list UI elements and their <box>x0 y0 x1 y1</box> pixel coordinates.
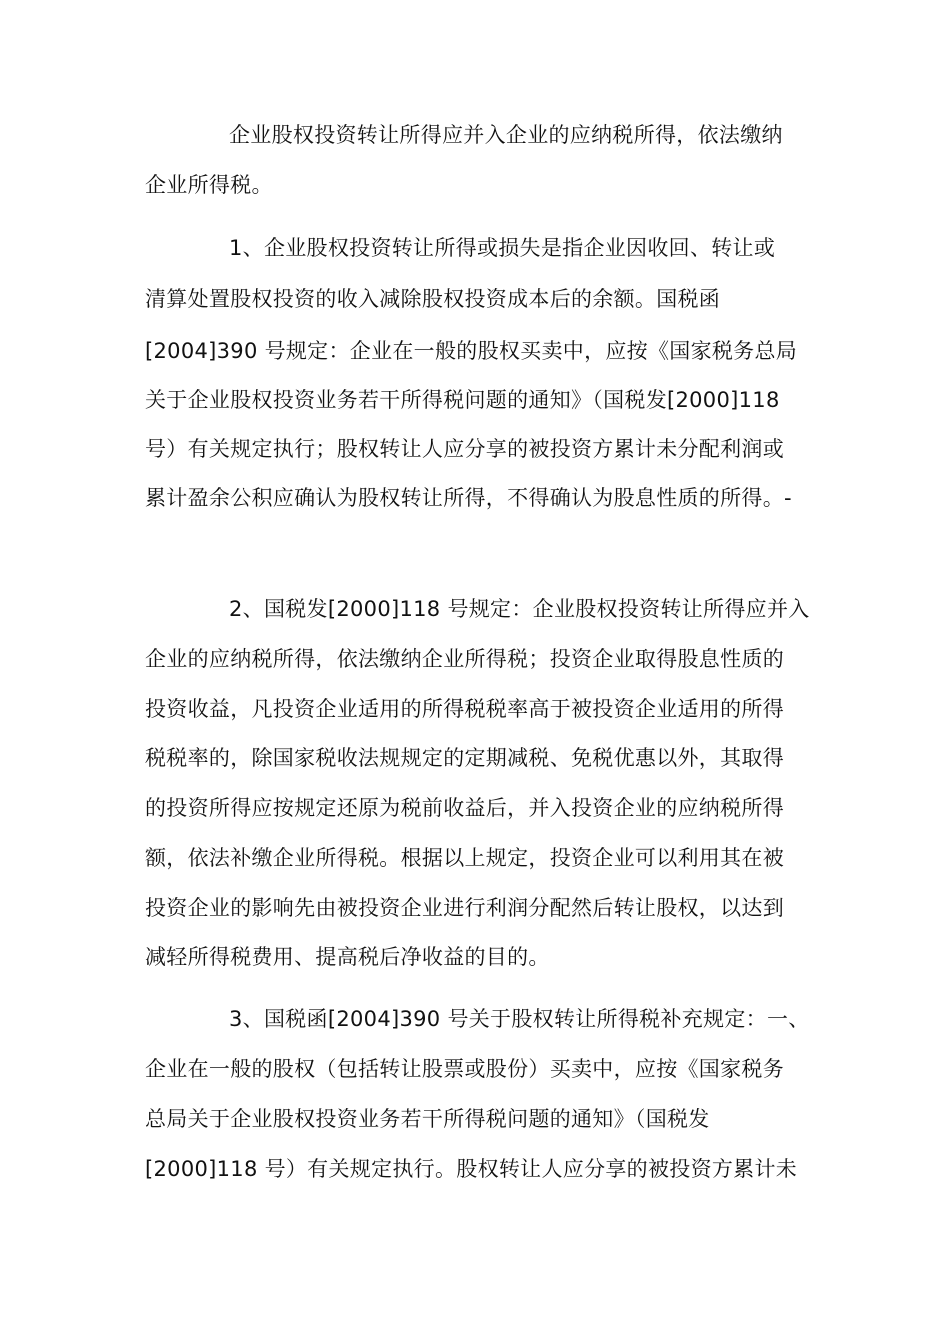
paragraph-1-line-6: 累计盈余公积应确认为股权转让所得，不得确认为股息性质的所得。- <box>145 486 792 510</box>
paragraph-2-line-4: 税税率的，除国家税收法规规定的定期减税、免税优惠以外，其取得 <box>145 746 784 770</box>
paragraph-1-line-1: 1、企业股权投资转让所得或损失是指企业因收回、转让或 <box>229 236 776 260</box>
paragraph-2-line-8: 减轻所得税费用、提高税后净收益的目的。 <box>145 945 550 969</box>
paragraph-2-line-6: 额，依法补缴企业所得税。根据以上规定，投资企业可以利用其在被 <box>145 846 784 870</box>
paragraph-intro-line-2: 企业所得税。 <box>145 173 273 197</box>
paragraph-2-line-7: 投资企业的影响先由被投资企业进行利润分配然后转让股权，以达到 <box>145 896 784 920</box>
paragraph-1-line-4: 关于企业股权投资业务若干所得税问题的通知》（国税发[2000]118 <box>145 388 780 412</box>
paragraph-2-line-2: 企业的应纳税所得，依法缴纳企业所得税；投资企业取得股息性质的 <box>145 647 784 671</box>
paragraph-3-line-1: 3、国税函[2004]390 号关于股权转让所得税补充规定：一、 <box>229 1007 810 1031</box>
paragraph-3-line-4: [2000]118 号）有关规定执行。股权转让人应分享的被投资方累计未 <box>145 1157 798 1181</box>
paragraph-2-line-1: 2、国税发[2000]118 号规定：企业股权投资转让所得应并入 <box>229 597 810 621</box>
paragraph-2-line-5: 的投资所得应按规定还原为税前收益后，并入投资企业的应纳税所得 <box>145 796 784 820</box>
paragraph-3-line-3: 总局关于企业股权投资业务若干所得税问题的通知》（国税发 <box>145 1107 710 1131</box>
paragraph-1-line-2: 清算处置股权投资的收入减除股权投资成本后的余额。国税函 <box>145 287 721 311</box>
paragraph-1-line-3: [2004]390 号规定：企业在一般的股权买卖中，应按《国家税务总局 <box>145 339 798 363</box>
paragraph-3-line-2: 企业在一般的股权（包括转让股票或股份）买卖中，应按《国家税务 <box>145 1057 784 1081</box>
paragraph-intro-line-1: 企业股权投资转让所得应并入企业的应纳税所得，依法缴纳 <box>229 123 783 147</box>
paragraph-1-line-5: 号）有关规定执行；股权转让人应分享的被投资方累计未分配利润或 <box>145 437 784 461</box>
paragraph-2-line-3: 投资收益，凡投资企业适用的所得税税率高于被投资企业适用的所得 <box>145 697 784 721</box>
